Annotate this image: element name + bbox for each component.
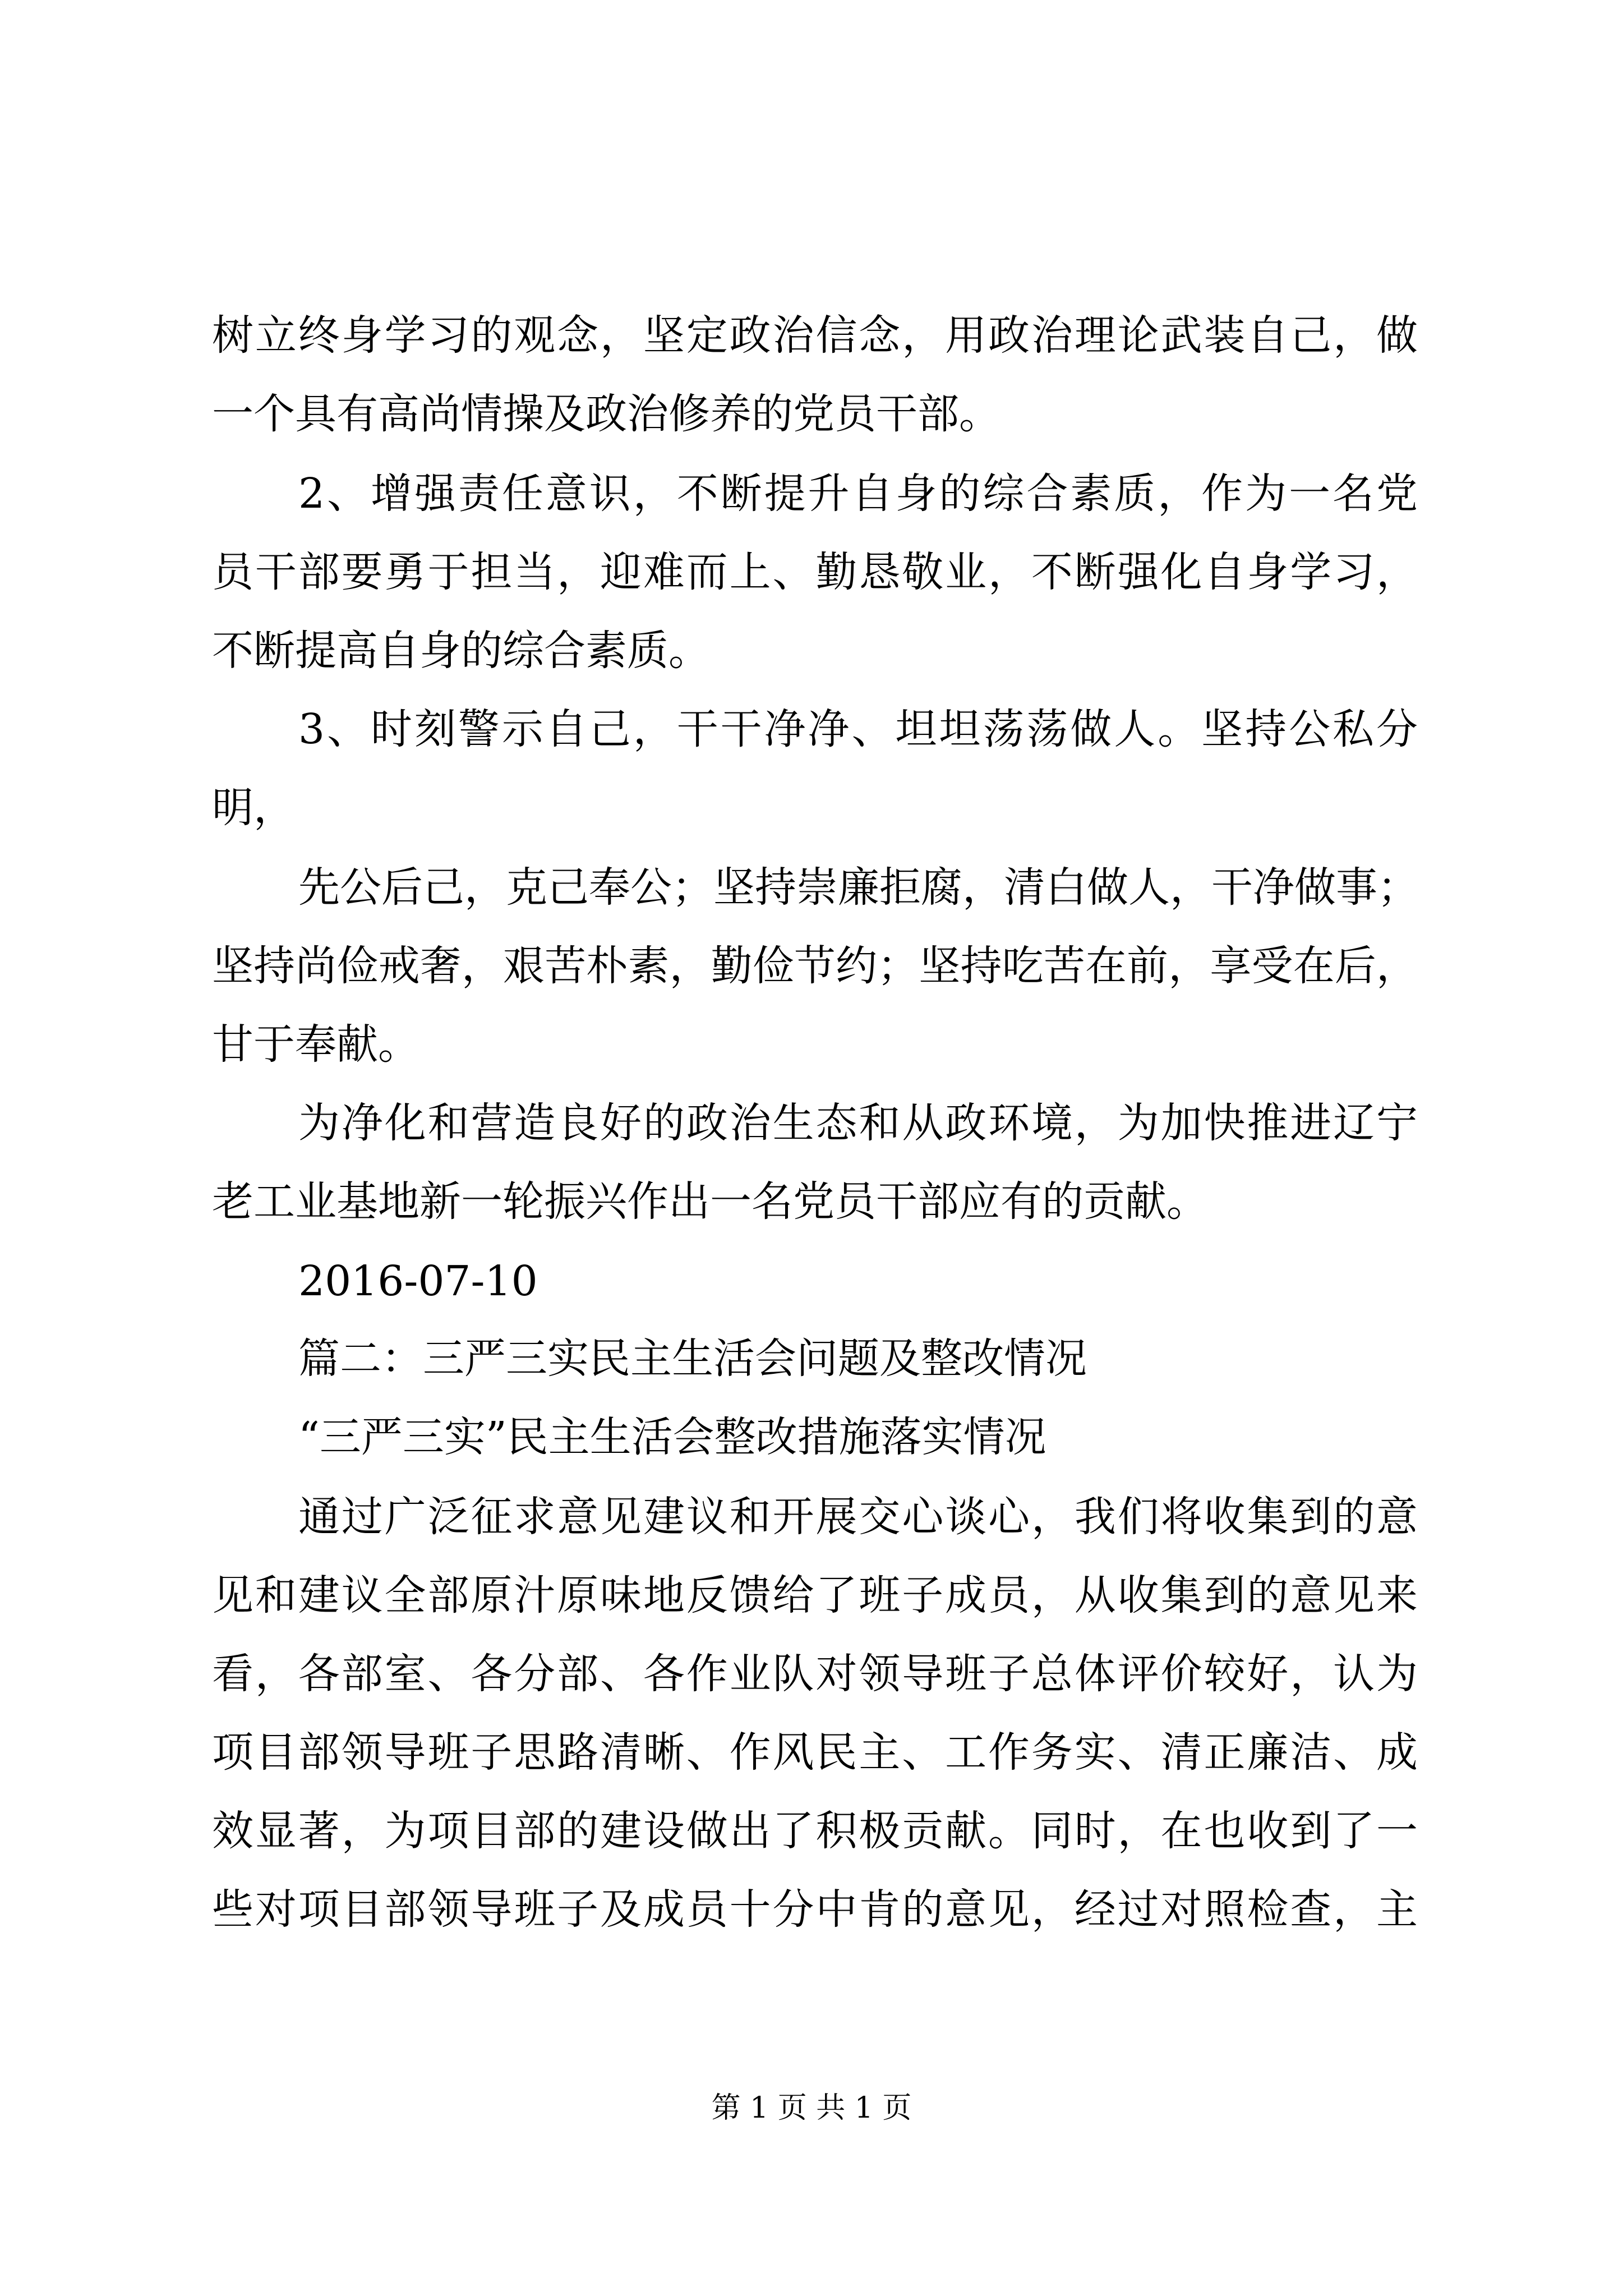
text-line: 甘于奉献。 [212, 1020, 419, 1069]
date-line: 2016-07-10 [298, 1257, 538, 1305]
text-line: 为净化和营造良好的政治生态和从政环境，为加快推进辽宁 [298, 1099, 1418, 1147]
text-line: 先公后己，克己奉公；坚持崇廉拒腐，清白做人，干净做事； [298, 863, 1419, 912]
text-line: 3、时刻警示自己，干干净净、坦坦荡荡做人。坚持公私分 [298, 705, 1418, 753]
text-line: 看，各部室、各分部、各作业队对领导班子总体评价较好，认为 [212, 1650, 1418, 1698]
text-line: 不断提高自身的综合素质。 [212, 627, 710, 675]
text-line: 坚持尚俭戒奢，艰苦朴素，勤俭节约；坚持吃苦在前，享受在后， [212, 942, 1418, 990]
page-number-label: 第 1 页 共 1 页 [711, 2091, 912, 2125]
text-line: 员干部要勇于担当，迎难而上、勤恳敬业，不断强化自身学习， [212, 548, 1418, 596]
section-subheading: “三严三实”民主生活会整改措施落实情况 [298, 1413, 1046, 1461]
section-heading: 篇二：三严三实民主生活会问题及整改情况 [298, 1335, 1087, 1383]
text-line: 项目部领导班子思路清晰、作风民主、工作务实、清正廉洁、成 [212, 1728, 1418, 1777]
text-line: 2、增强责任意识，不断提升自身的综合素质，作为一名党 [298, 470, 1418, 518]
text-line: 效显著，为项目部的建设做出了积极贡献。同时，在也收到了一 [212, 1807, 1418, 1855]
text-line: 树立终身学习的观念，坚定政治信念，用政治理论武装自己，做 [212, 311, 1418, 360]
text-line: 通过广泛征求意见建议和开展交心谈心，我们将收集到的意 [298, 1493, 1418, 1541]
text-line: 一个具有高尚情操及政治修养的党员干部。 [212, 390, 1000, 438]
text-line: 明， [212, 784, 295, 832]
text-line: 些对项目部领导班子及成员十分中肯的意见，经过对照检查，主 [212, 1885, 1418, 1934]
page-footer [0, 2086, 1623, 2131]
text-line: 见和建议全部原汁原味地反馈给了班子成员，从收集到的意见来 [212, 1571, 1418, 1619]
text-line: 老工业基地新一轮振兴作出一名党员干部应有的贡献。 [212, 1177, 1208, 1226]
